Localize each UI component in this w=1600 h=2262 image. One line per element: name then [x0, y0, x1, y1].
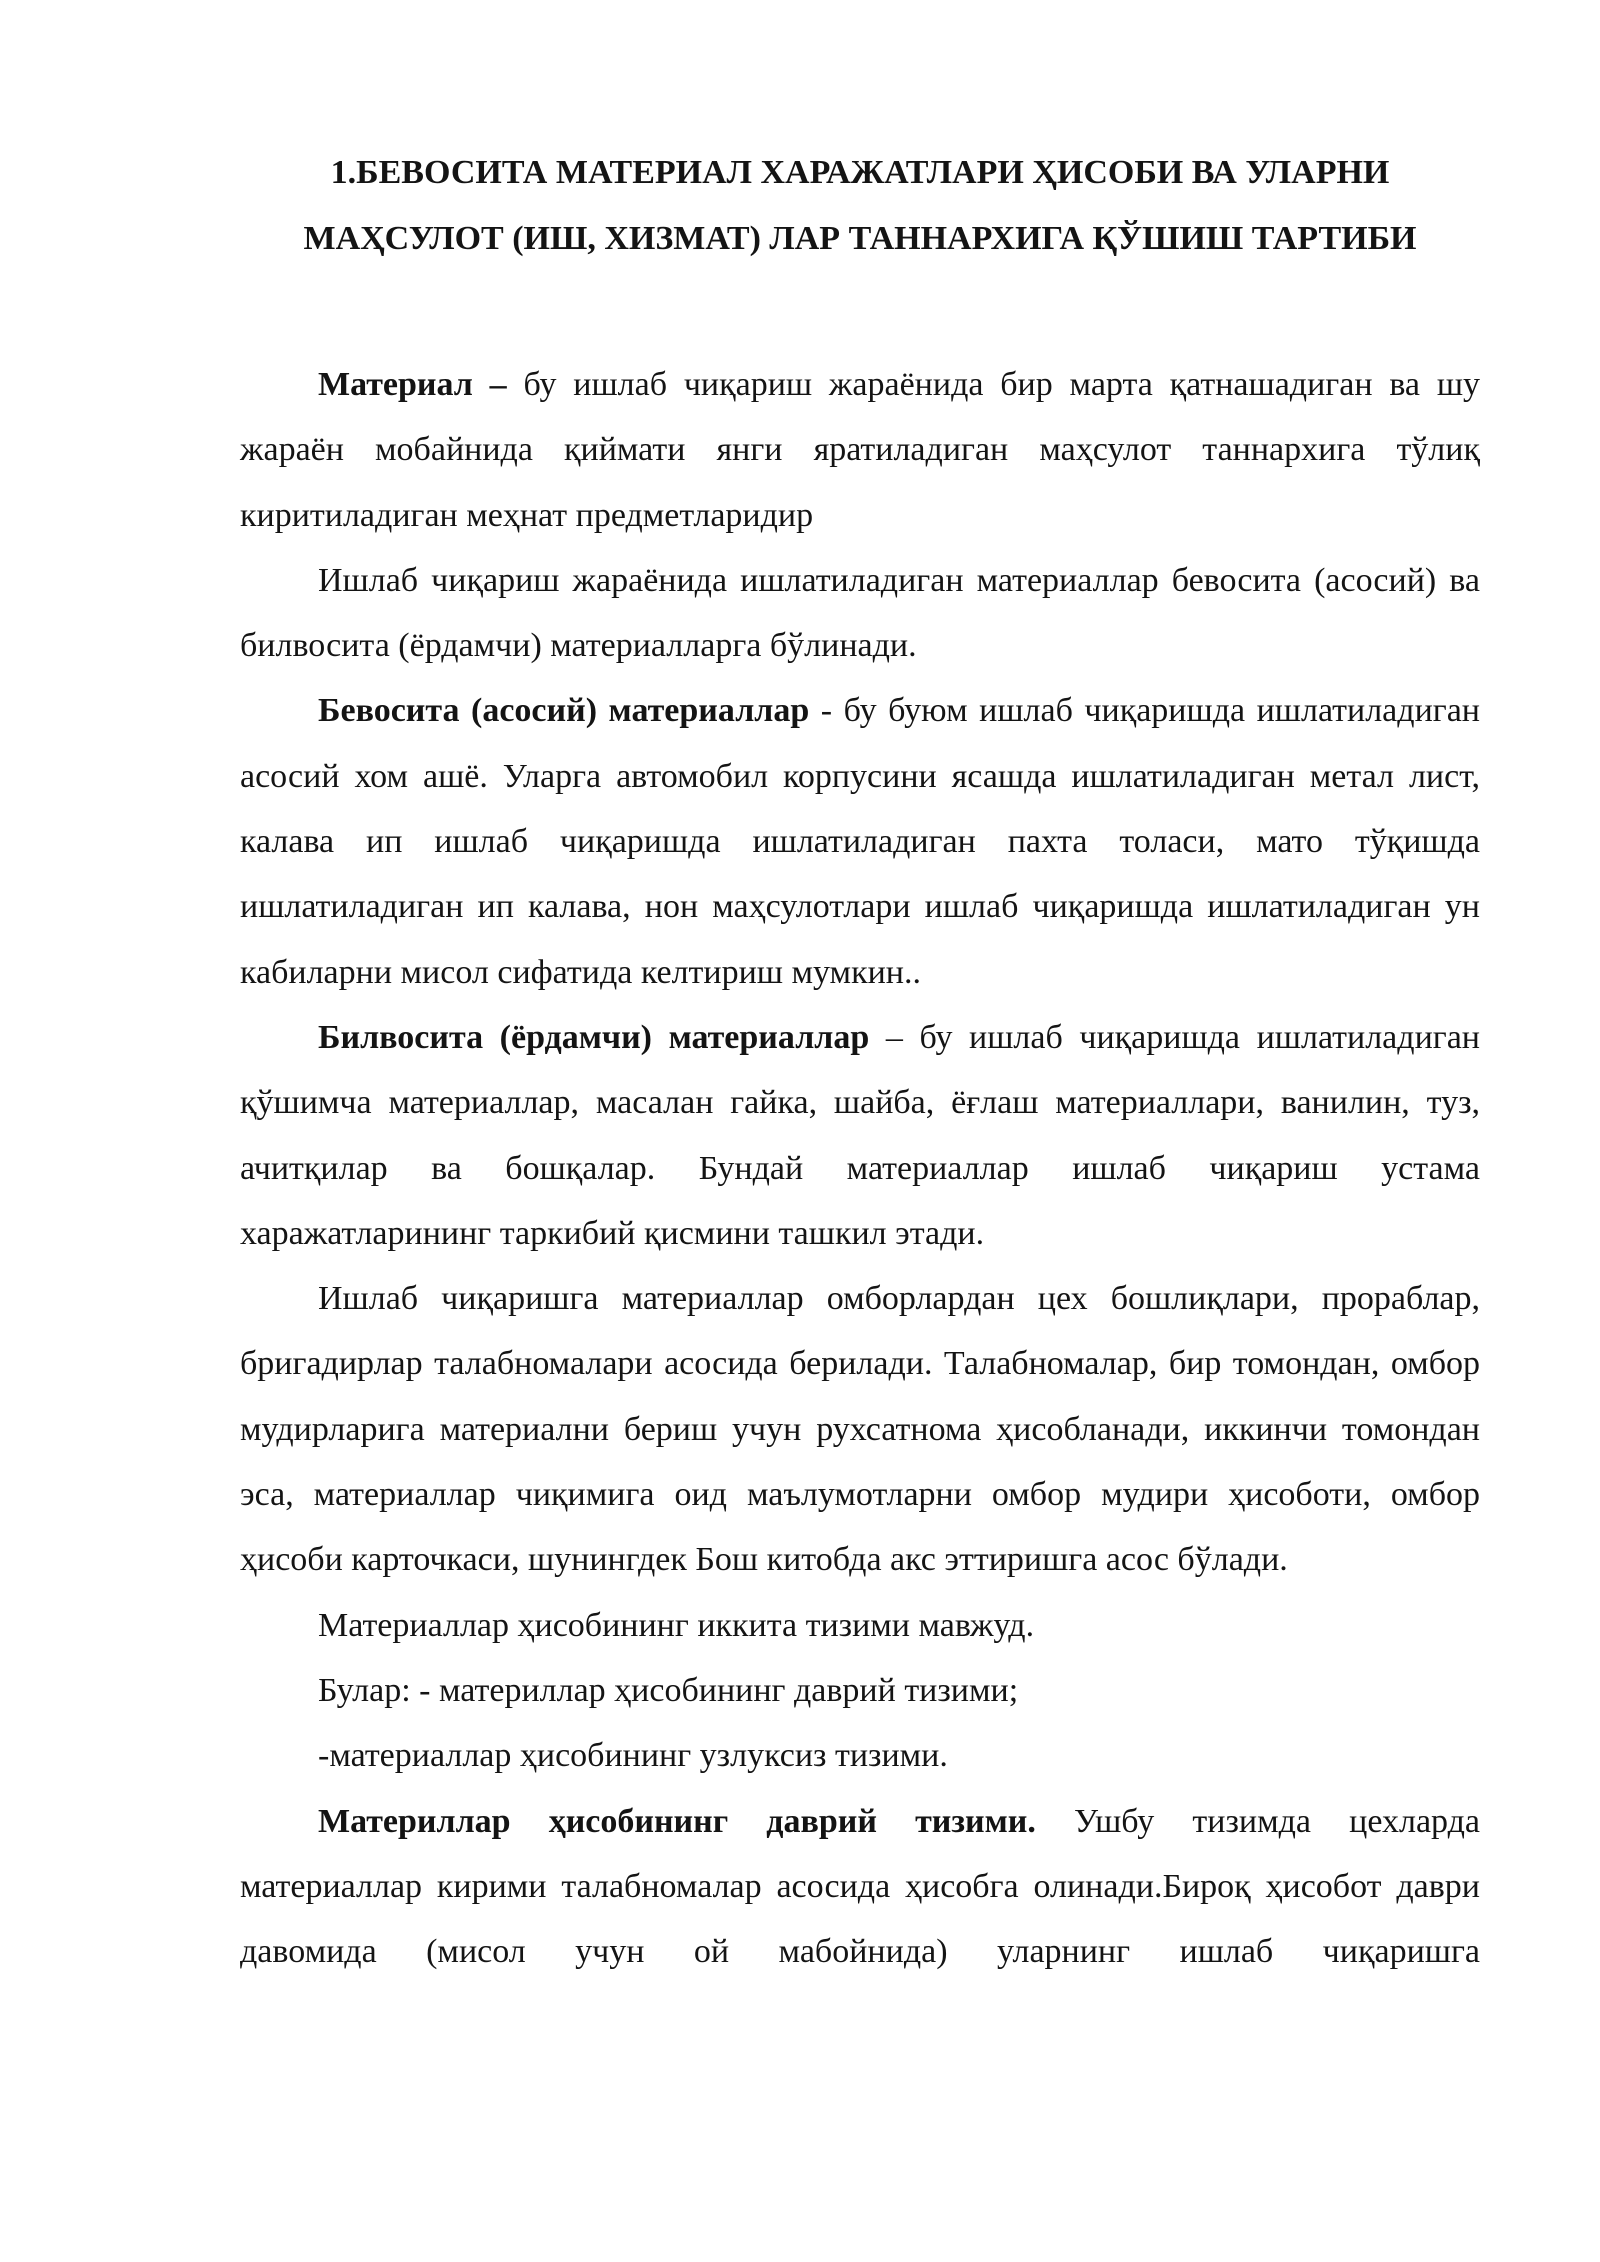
paragraph-text: -материаллар ҳисобининг узлуксиз тизими. [318, 1737, 948, 1775]
paragraph-material-definition [240, 352, 1480, 548]
title-line-2: МАҲСУЛОТ (ИШ, ХИЗМАТ) ЛАР ТАННАРХИГА ҚЎШИШ ТАРТИБИ [303, 220, 1417, 257]
paragraph-indirect-materials [240, 1005, 1480, 1266]
paragraph-text: бу ишлаб чиқариш жараёнида бир марта қатнашадиган ва шу жараён мобайнида қиймати янги яратиладиган маҳсулот таннархига тўлиқ киритиладиган меҳнат предметларидир [240, 366, 1480, 534]
document-title [240, 140, 1480, 272]
paragraph-perpetual-item [240, 1723, 1480, 1788]
paragraph-text: Ишлаб чиқаришга материаллар омборлардан цех бошлиқлари, прораблар, бригадирлар талабномалари асосида берилади. Талабномалар, бир томондан, омбор мудирларига материални бериш учун рухсатнома ҳисобланади, иккинчи томондан эса, материаллар чиқимига оид маълумотларни омбор мудири ҳисоботи, омбор ҳисоби карточкаси, шунингдек Бош китобда акс эттиришга асос бўлади. [240, 1280, 1480, 1579]
term-direct-materials: Бевосита (асосий) материаллар [318, 692, 810, 730]
paragraph-text: – бу ишлаб чиқаришда ишлатиладиган қўшимча материаллар, масалан гайка, шайба, ёғлаш материаллари, ванилин, туз, ачитқилар ва бошқалар. Бундай материаллар ишлаб чиқариш устама харажатларининг таркибий қисмини ташкил этади. [240, 1018, 1480, 1252]
paragraph-text: Материаллар ҳисобининг иккита тизими мавжуд. [318, 1606, 1035, 1644]
term-material: Материал – [318, 366, 507, 403]
paragraph-text: - бу буюм ишлаб чиқаришда ишлатиладиган асосий хом ашё. Уларга автомобил корпусини ясашда ишлатиладиган метал лист, калава ип ишлаб чиқаришда ишлатиладиган пахта толаси, мато тўқишда ишлатиладиган ип калава, нон маҳсулотлари ишлаб чиқаришда ишлатиладиган ун кабиларни мисол сифатида келтириш мумкин.. [240, 692, 1480, 991]
paragraph-text: Ушбу тизимда цехларда материаллар кирими талабномалар асосида ҳисобга олинади.Бироқ ҳисобот даври давомида (мисол учун ой мабойнида) уларнинг ишлаб чиқаришга [240, 1802, 1480, 1971]
paragraph-material-types [240, 548, 1480, 679]
document-page [240, 140, 1480, 1984]
paragraph-text: Ишлаб чиқариш жараёнида ишлатиладиган материаллар бевосита (асосий) ва билвосита (ёрдамчи) материалларга бўлинади. [240, 561, 1480, 665]
paragraph-text: Булар: - материллар ҳисобининг даврий тизими; [318, 1671, 1019, 1709]
paragraph-direct-materials [240, 678, 1480, 1004]
title-line-1: 1.БЕВОСИТА МАТЕРИАЛ ХАРАЖАТЛАРИ ҲИСОБИ ВА УЛАРНИ [330, 154, 1390, 191]
paragraph-periodic-item [240, 1658, 1480, 1723]
paragraph-requisitions [240, 1266, 1480, 1592]
term-periodic-system: Материллар ҳисобининг даврий тизими. [318, 1802, 1036, 1840]
paragraph-two-systems [240, 1593, 1480, 1658]
term-indirect-materials: Билвосита (ёрдамчи) материаллар [318, 1018, 870, 1056]
paragraph-periodic-system [240, 1789, 1480, 1985]
